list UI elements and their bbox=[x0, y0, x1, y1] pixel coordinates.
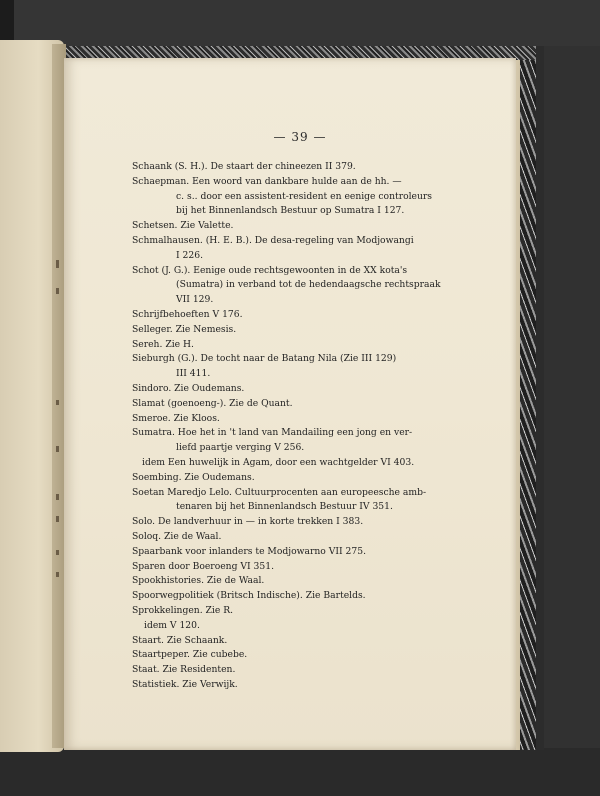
index-entry-continuation: (Sumatra) in verband tot de hedendaagsche rechtspraak bbox=[176, 279, 441, 291]
index-entry: Schaepman. Een woord van dankbare hulde aan de hh. — bbox=[132, 175, 402, 187]
index-entry: Sindoro. Zie Oudemans. bbox=[132, 382, 245, 394]
index-entries bbox=[132, 160, 441, 693]
index-entry: Schmalhausen. (H. E. B.). De desa-regeling van Modjowangi bbox=[132, 234, 414, 246]
index-entry: idem V 120. bbox=[144, 619, 200, 631]
index-entry: Solo. De landverhuur in — in korte trekken I 383. bbox=[132, 516, 364, 528]
page-number: — 39 — bbox=[273, 130, 327, 144]
index-entry: Schaank (S. H.). De staart der chineezen II 379. bbox=[132, 161, 356, 172]
index-entry: Soloq. Zie de Waal. bbox=[132, 530, 222, 542]
index-entry: Soetan Maredjo Lelo. Cultuurprocenten aan europeesche amb- bbox=[132, 486, 427, 498]
index-entry: Sumatra. Hoe het in 't land van Mandailing een jong en ver- bbox=[132, 427, 413, 439]
index-entry-continuation: III 411. bbox=[176, 368, 211, 380]
index-entry: Staat. Zie Residenten. bbox=[132, 664, 236, 676]
index-entry-continuation: VII 129. bbox=[176, 294, 214, 306]
index-entry: Slamat (goenoeng-). Zie de Quant. bbox=[132, 397, 293, 409]
index-entry: Sprokkelingen. Zie R. bbox=[132, 604, 234, 616]
index-entry: Sieburgh (G.). De tocht naar de Batang Nila (Zie III 129) bbox=[132, 353, 397, 365]
background-bottom bbox=[0, 748, 600, 796]
index-entry-continuation: liefd paartje verging V 256. bbox=[176, 442, 305, 454]
index-entry: Staart. Zie Schaank. bbox=[132, 634, 228, 646]
index-entry: Schrijfbehoeften V 176. bbox=[132, 308, 243, 320]
index-entry-continuation: bij het Binnenlandsch Bestuur op Sumatra I 127. bbox=[176, 205, 405, 217]
index-entry: Schot (J. G.). Eenige oude rechtsgewoonten in de XX kota's bbox=[132, 264, 408, 276]
left-page-text-fragments bbox=[56, 250, 64, 590]
index-entry: Spookhistories. Zie de Waal. bbox=[132, 575, 265, 587]
index-entry: Sparen door Boeroeng VI 351. bbox=[132, 560, 275, 572]
cover-edge bbox=[536, 46, 544, 750]
index-entry: Statistiek. Zie Verwijk. bbox=[132, 678, 238, 690]
background-top bbox=[14, 0, 600, 46]
index-entry: Selleger. Zie Nemesis. bbox=[132, 323, 237, 335]
index-entry-continuation: I 226. bbox=[176, 249, 204, 261]
index-entry: Staartpeper. Zie cubebe. bbox=[132, 649, 248, 661]
index-entry: Schetsen. Zie Valette. bbox=[132, 220, 234, 232]
index-entry-continuation: tenaren bij het Binnenlandsch Bestuur IV 351. bbox=[176, 501, 393, 513]
index-entry: Sereh. Zie H. bbox=[132, 338, 194, 350]
index-entry: Spoorwegpolitiek (Britsch Indische). Zie Bartelds. bbox=[132, 590, 366, 602]
index-entry: Smeroe. Zie Kloos. bbox=[132, 412, 220, 424]
index-entry: idem Een huwelijk in Agam, door een wachtgelder VI 403. bbox=[142, 456, 415, 468]
index-entry: Soembing. Zie Oudemans. bbox=[132, 471, 255, 483]
index-entry-continuation: c. s.. door een assistent-resident en eenige controleurs bbox=[176, 190, 433, 202]
index-entry: Spaarbank voor inlanders te Modjowarno VII 275. bbox=[132, 545, 367, 557]
